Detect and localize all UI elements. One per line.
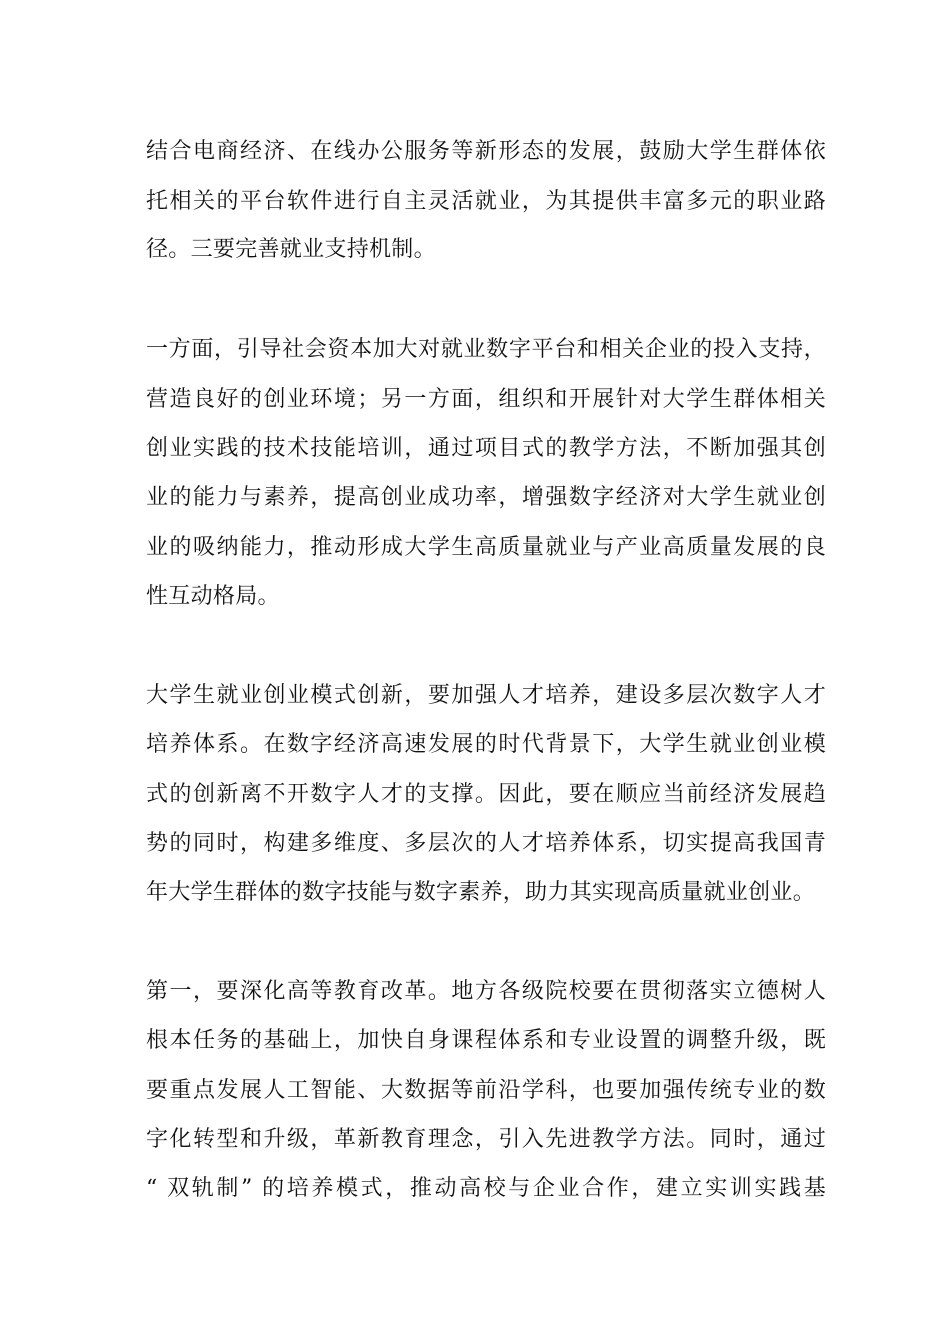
paragraph-3-line-1: 大学生就业创业模式创新，要加强人才培养，建设多层次数字人才	[146, 683, 826, 708]
paragraph-4-line-5: “ 双轨制” 的培养模式，推动高校与企业合作，建立实训实践基	[146, 1176, 826, 1201]
paragraph-4-line-2: 根本任务的基础上，加快自身课程体系和专业设置的调整升级，既	[146, 1028, 826, 1053]
paragraph-1-line-1: 结合电商经济、在线办公服务等新形态的发展，鼓励大学生群体依	[146, 139, 826, 164]
paragraph-1-line-3: 径。三要完善就业支持机制。	[146, 237, 436, 262]
paragraph-4-line-4: 字化转型和升级，革新教育理念，引入先进教学方法。同时，通过	[146, 1127, 826, 1152]
paragraph-3-line-2: 培养体系。在数字经济高速发展的时代背景下，大学生就业创业模	[146, 732, 826, 757]
paragraph-2-line-5: 业的吸纳能力，推动形成大学生高质量就业与产业高质量发展的良	[146, 535, 826, 560]
paragraph-1-line-2: 托相关的平台软件进行自主灵活就业，为其提供丰富多元的职业路	[146, 189, 826, 214]
paragraph-3-line-5: 年大学生群体的数字技能与数字素养，助力其实现高质量就业创业。	[146, 880, 816, 905]
paragraph-2-line-6: 性互动格局。	[146, 584, 280, 609]
paragraph-4-line-3: 要重点发展人工智能、大数据等前沿学科，也要加强传统专业的数	[146, 1078, 826, 1103]
paragraph-2-line-2: 营造良好的创业环境；另一方面，组织和开展针对大学生群体相关	[146, 387, 826, 412]
paragraph-2-line-4: 业的能力与素养，提高创业成功率，增强数字经济对大学生就业创	[146, 485, 826, 510]
paragraph-2-line-3: 创业实践的技术技能培训，通过项目式的教学方法，不断加强其创	[146, 436, 826, 461]
paragraph-3-line-4: 势的同时，构建多维度、多层次的人才培养体系，切实提高我国青	[146, 831, 826, 856]
paragraph-4-line-1: 第一，要深化高等教育改革。地方各级院校要在贯彻落实立德树人	[146, 979, 826, 1004]
paragraph-2-line-1: 一方面，引导社会资本加大对就业数字平台和相关企业的投入支持，	[146, 337, 826, 362]
paragraph-3-line-3: 式的创新离不开数字人才的支撑。因此，要在顺应当前经济发展趋	[146, 782, 826, 807]
